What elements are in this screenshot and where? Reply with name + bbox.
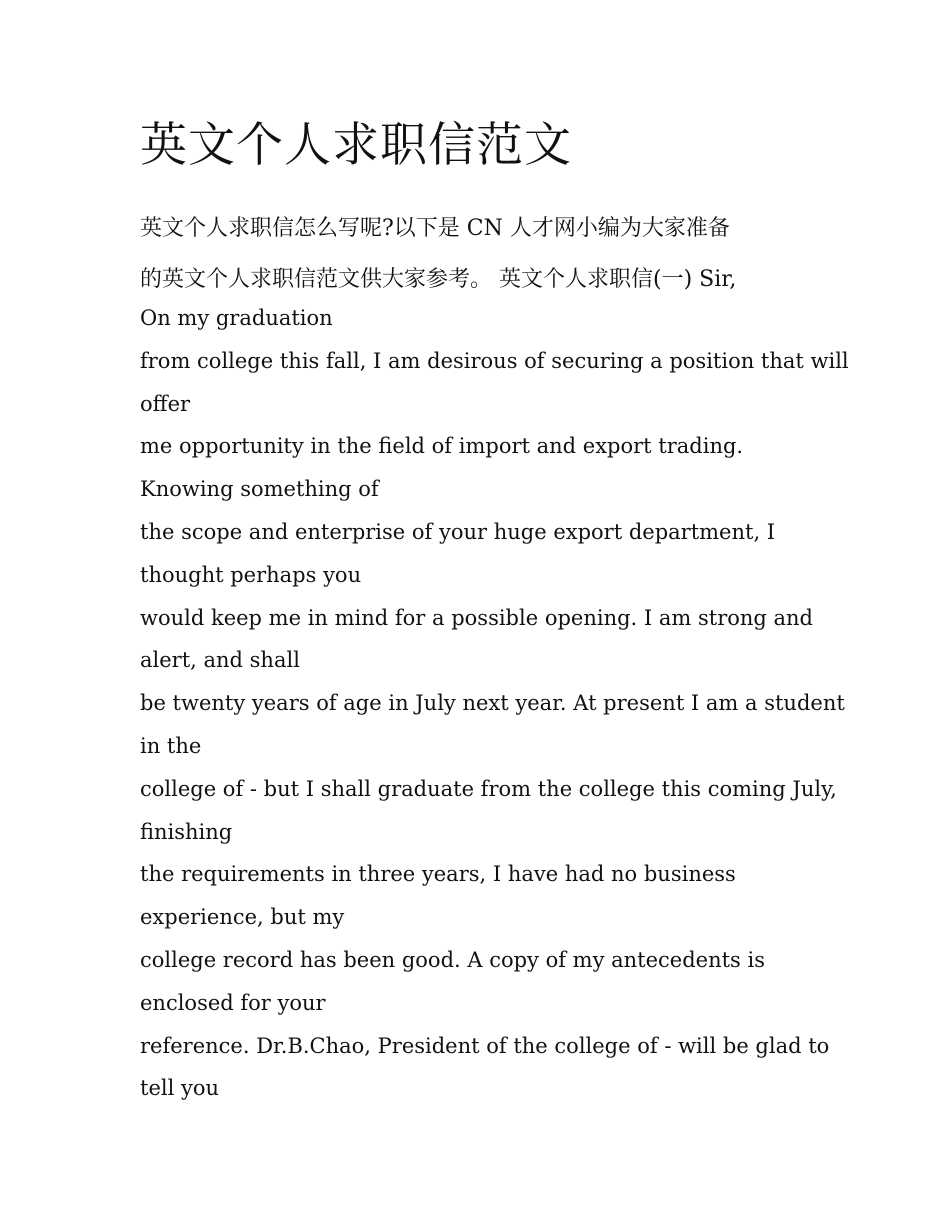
letter-body [140,297,849,1110]
document-page [140,0,849,1229]
body-line: thought perhaps you [140,562,362,587]
body-line: in the [140,733,202,758]
body-line: reference. Dr.B.Chao, President of the college of - will be glad to [140,1033,830,1058]
body-line: tell you [140,1076,220,1101]
body-line: college record has been good. A copy of my antecedents is [140,947,766,972]
body-line: from college this fall, I am desirous of securing a position that will [140,348,849,373]
intro-line: 的英文个人求职信范文供大家参考。 英文个人求职信(一) Sir, [140,267,737,292]
body-line: be twenty years of age in July next year. At present I am a student [140,691,845,716]
body-line: would keep me in mind for a possible opening. I am strong and [140,605,814,630]
body-line: offer [140,391,191,416]
body-line: Knowing something of [140,477,379,502]
document-title: 英文个人求职信范文 [140,118,572,173]
body-line: me opportunity in the field of import and export trading. [140,434,744,459]
body-line: experience, but my [140,905,345,930]
body-line: the scope and enterprise of your huge export department, I [140,519,776,544]
body-line: On my graduation [140,306,333,330]
body-line: the requirements in three years, I have had no business [140,862,736,887]
body-line: alert, and shall [140,648,300,673]
body-line: college of - but I shall graduate from the college this coming July, [140,776,837,801]
intro-line: 英文个人求职信怎么写呢?以下是 CN 人才网小编为大家准备 [140,216,730,241]
intro-paragraph [140,203,820,305]
body-line: finishing [140,819,233,844]
body-line: enclosed for your [140,990,326,1015]
